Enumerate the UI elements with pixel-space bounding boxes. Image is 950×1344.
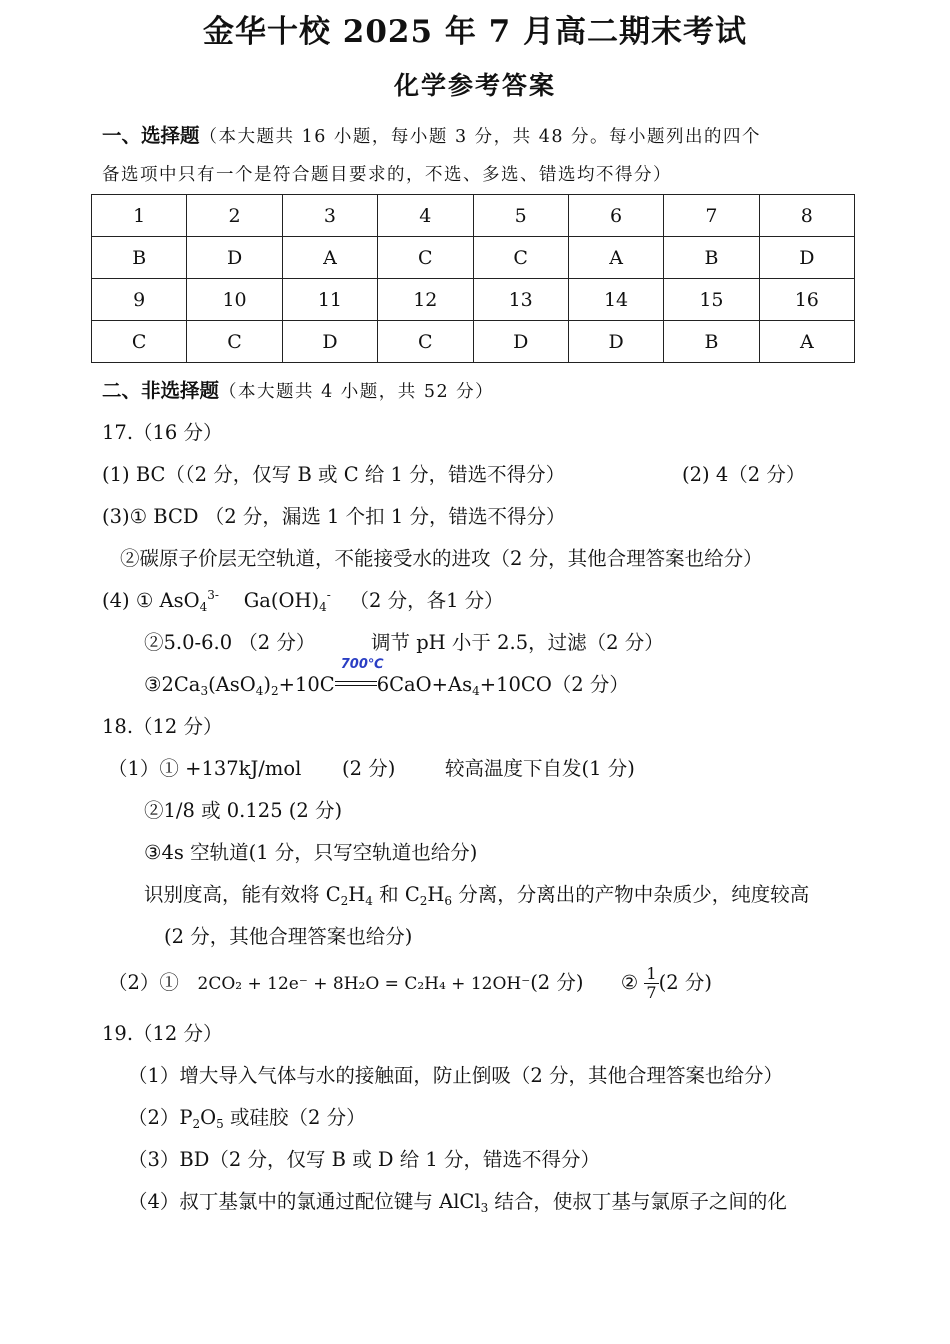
equals-arrow	[335, 681, 377, 686]
eq-sub: 3	[200, 684, 209, 698]
q17-part4-score: （2 分，各1 分）	[349, 589, 504, 612]
text-part: 和 C	[372, 883, 420, 906]
section2-heading: 二、非选择题	[102, 379, 220, 402]
text-part: （4）叔丁基氯中的氯通过配位键与 AlCl	[128, 1190, 481, 1213]
question-number-row	[92, 195, 855, 237]
question-number-cell: 7	[664, 195, 759, 237]
text-part: 或硅胶（2 分）	[223, 1106, 366, 1129]
q19-part2	[128, 1102, 366, 1131]
q17-part3b: ②碳原子价层无空轨道，不能接受水的进攻（2 分，其他合理答案也给分）	[120, 547, 763, 570]
eq-part: +10C	[278, 673, 335, 696]
question-number-row	[92, 279, 855, 321]
answer-cell: B	[92, 237, 187, 279]
gallate-charge: -	[326, 588, 331, 602]
q17-part3: (3)① BCD （2 分，漏选 1 个扣 1 分，错选不得分）	[102, 505, 566, 528]
q17-part4-prefix: (4) ①	[102, 589, 154, 612]
q18-part6-score: (2 分)	[530, 971, 584, 994]
answer-row	[92, 237, 855, 279]
q18-part6b-prefix: ②	[620, 971, 639, 994]
answer-cell: D	[187, 237, 282, 279]
page-title: 金华十校 2025 年 7 月高二期末考试	[202, 14, 748, 50]
reaction-temperature: 700℃	[340, 657, 384, 672]
text-sub: 3	[480, 1201, 489, 1215]
question-number-cell: 4	[378, 195, 473, 237]
q18-part1a: （1）① +137kJ/mol	[108, 757, 302, 780]
answer-cell: C	[378, 321, 473, 363]
q19-part3: （3）BD（2 分，仅写 B 或 D 给 1 分，错选不得分）	[128, 1148, 601, 1171]
text-sub: 2	[192, 1117, 201, 1131]
fraction-denominator: 7	[646, 983, 657, 1002]
answer-cell: B	[664, 321, 759, 363]
text-sub: 6	[444, 894, 453, 908]
answer-row	[92, 321, 855, 363]
question-number-cell: 11	[282, 279, 377, 321]
question-number-cell: 3	[282, 195, 377, 237]
eq-sub: 4	[472, 684, 480, 698]
question-number-cell: 13	[473, 279, 568, 321]
q17-part4b: ②5.0-6.0 （2 分）	[144, 631, 316, 654]
question-number-cell: 6	[568, 195, 663, 237]
reaction-condition	[335, 657, 384, 696]
section2-note: （本大题共 4 小题，共 52 分）	[219, 382, 495, 402]
question-number-cell: 5	[473, 195, 568, 237]
text-part: （2）P	[128, 1106, 193, 1129]
answer-cell: D	[568, 321, 663, 363]
question-number-cell: 12	[378, 279, 473, 321]
eq-part: 6CaO+As	[376, 673, 473, 696]
q18-part6b-score: (2 分)	[658, 971, 712, 994]
text-part: H	[348, 883, 366, 906]
answer-cell: D	[473, 321, 568, 363]
answer-cell: C	[473, 237, 568, 279]
section1-note-2: 备选项中只有一个是符合题目要求的，不选、多选、错选均不得分）	[102, 165, 672, 185]
answer-cell: A	[568, 237, 663, 279]
text-part: 识别度高，能有效将 C	[144, 883, 341, 906]
q18-part3: ③4s 空轨道(1 分，只写空轨道也给分)	[144, 841, 478, 864]
gallate-sub: 4	[319, 600, 327, 614]
q18-part2: ②1/8 或 0.125 (2 分)	[144, 799, 343, 822]
section1-heading: 一、选择题	[102, 124, 200, 147]
answer-cell: D	[282, 321, 377, 363]
answer-cell: C	[92, 321, 187, 363]
section1-note-1: （本大题共 16 小题，每小题 3 分，共 48 分。每小题列出的四个	[199, 127, 762, 147]
q17-equation	[144, 657, 629, 698]
text-sub: 5	[216, 1117, 224, 1131]
q19-part1: （1）增大导入气体与水的接触面，防止倒吸（2 分，其他合理答案也给分）	[128, 1064, 784, 1087]
answer-cell: D	[759, 237, 854, 279]
eq-part: ③2Ca	[144, 673, 201, 696]
question-number-cell: 10	[187, 279, 282, 321]
gallate-ion	[244, 589, 331, 612]
question-number-cell: 1	[92, 195, 187, 237]
q19-part4	[128, 1186, 787, 1215]
text-sub: 2	[419, 894, 428, 908]
answer-cell: A	[282, 237, 377, 279]
q18-part6	[108, 965, 712, 1002]
text-sub: 4	[365, 894, 373, 908]
q18-part6-prefix: （2）①	[108, 971, 179, 994]
question-number-cell: 8	[759, 195, 854, 237]
arsenate-ion	[160, 589, 219, 612]
eq-part: )	[263, 673, 272, 696]
answer-cell: C	[378, 237, 473, 279]
q17-part4	[102, 585, 504, 614]
answer-cell: A	[759, 321, 854, 363]
question-number-cell: 15	[664, 279, 759, 321]
section2-heading-line	[102, 375, 494, 403]
q17-part1: (1) BC（（2 分，仅写 B 或 C 给 1 分，错选不得分）	[102, 463, 566, 486]
section1-heading-line	[102, 120, 761, 148]
text-part: 分离，分离出的产物中杂质少，纯度较高	[452, 883, 810, 906]
fraction-one-seventh	[644, 965, 658, 1002]
text-part: 结合，使叔丁基与氯原子之间的化	[488, 1190, 787, 1213]
answer-cell: B	[664, 237, 759, 279]
q18-part1c: 较高温度下自发(1 分)	[445, 757, 635, 780]
arsenate-base: AsO	[159, 589, 200, 612]
q18-head: 18.（12 分）	[102, 715, 223, 738]
q19-head: 19.（12 分）	[102, 1022, 223, 1045]
question-number-cell: 16	[759, 279, 854, 321]
question-number-cell: 9	[92, 279, 187, 321]
fraction-numerator: 1	[646, 964, 657, 983]
eq-part: (AsO	[208, 673, 256, 696]
q18-part4	[144, 879, 809, 908]
q18-part5: (2 分，其他合理答案也给分)	[164, 925, 413, 948]
question-number-cell: 14	[568, 279, 663, 321]
text-part: H	[427, 883, 445, 906]
eq-part: +10CO（2 分）	[479, 673, 629, 696]
eq-sub: 4	[255, 684, 264, 698]
answer-table	[91, 194, 855, 363]
arsenate-sub: 4	[199, 600, 208, 614]
arsenate-charge: 3-	[207, 588, 219, 602]
eq-sub: 2	[271, 684, 279, 698]
answer-cell: C	[187, 321, 282, 363]
page-subtitle: 化学参考答案	[393, 71, 556, 100]
text-part: O	[200, 1106, 217, 1129]
q18-part1b: (2 分)	[342, 757, 396, 780]
text-sub: 2	[340, 894, 349, 908]
q17-part4c: 调节 pH 小于 2.5，过滤（2 分）	[371, 631, 664, 654]
q17-part2: (2) 4（2 分）	[682, 463, 806, 486]
gallate-base: Ga(OH)	[243, 589, 320, 612]
electrode-equation: 2CO₂ + 12e⁻ + 8H₂O = C₂H₄ + 12OH⁻	[197, 974, 531, 994]
question-number-cell: 2	[187, 195, 282, 237]
q17-head: 17.（16 分）	[102, 421, 223, 444]
